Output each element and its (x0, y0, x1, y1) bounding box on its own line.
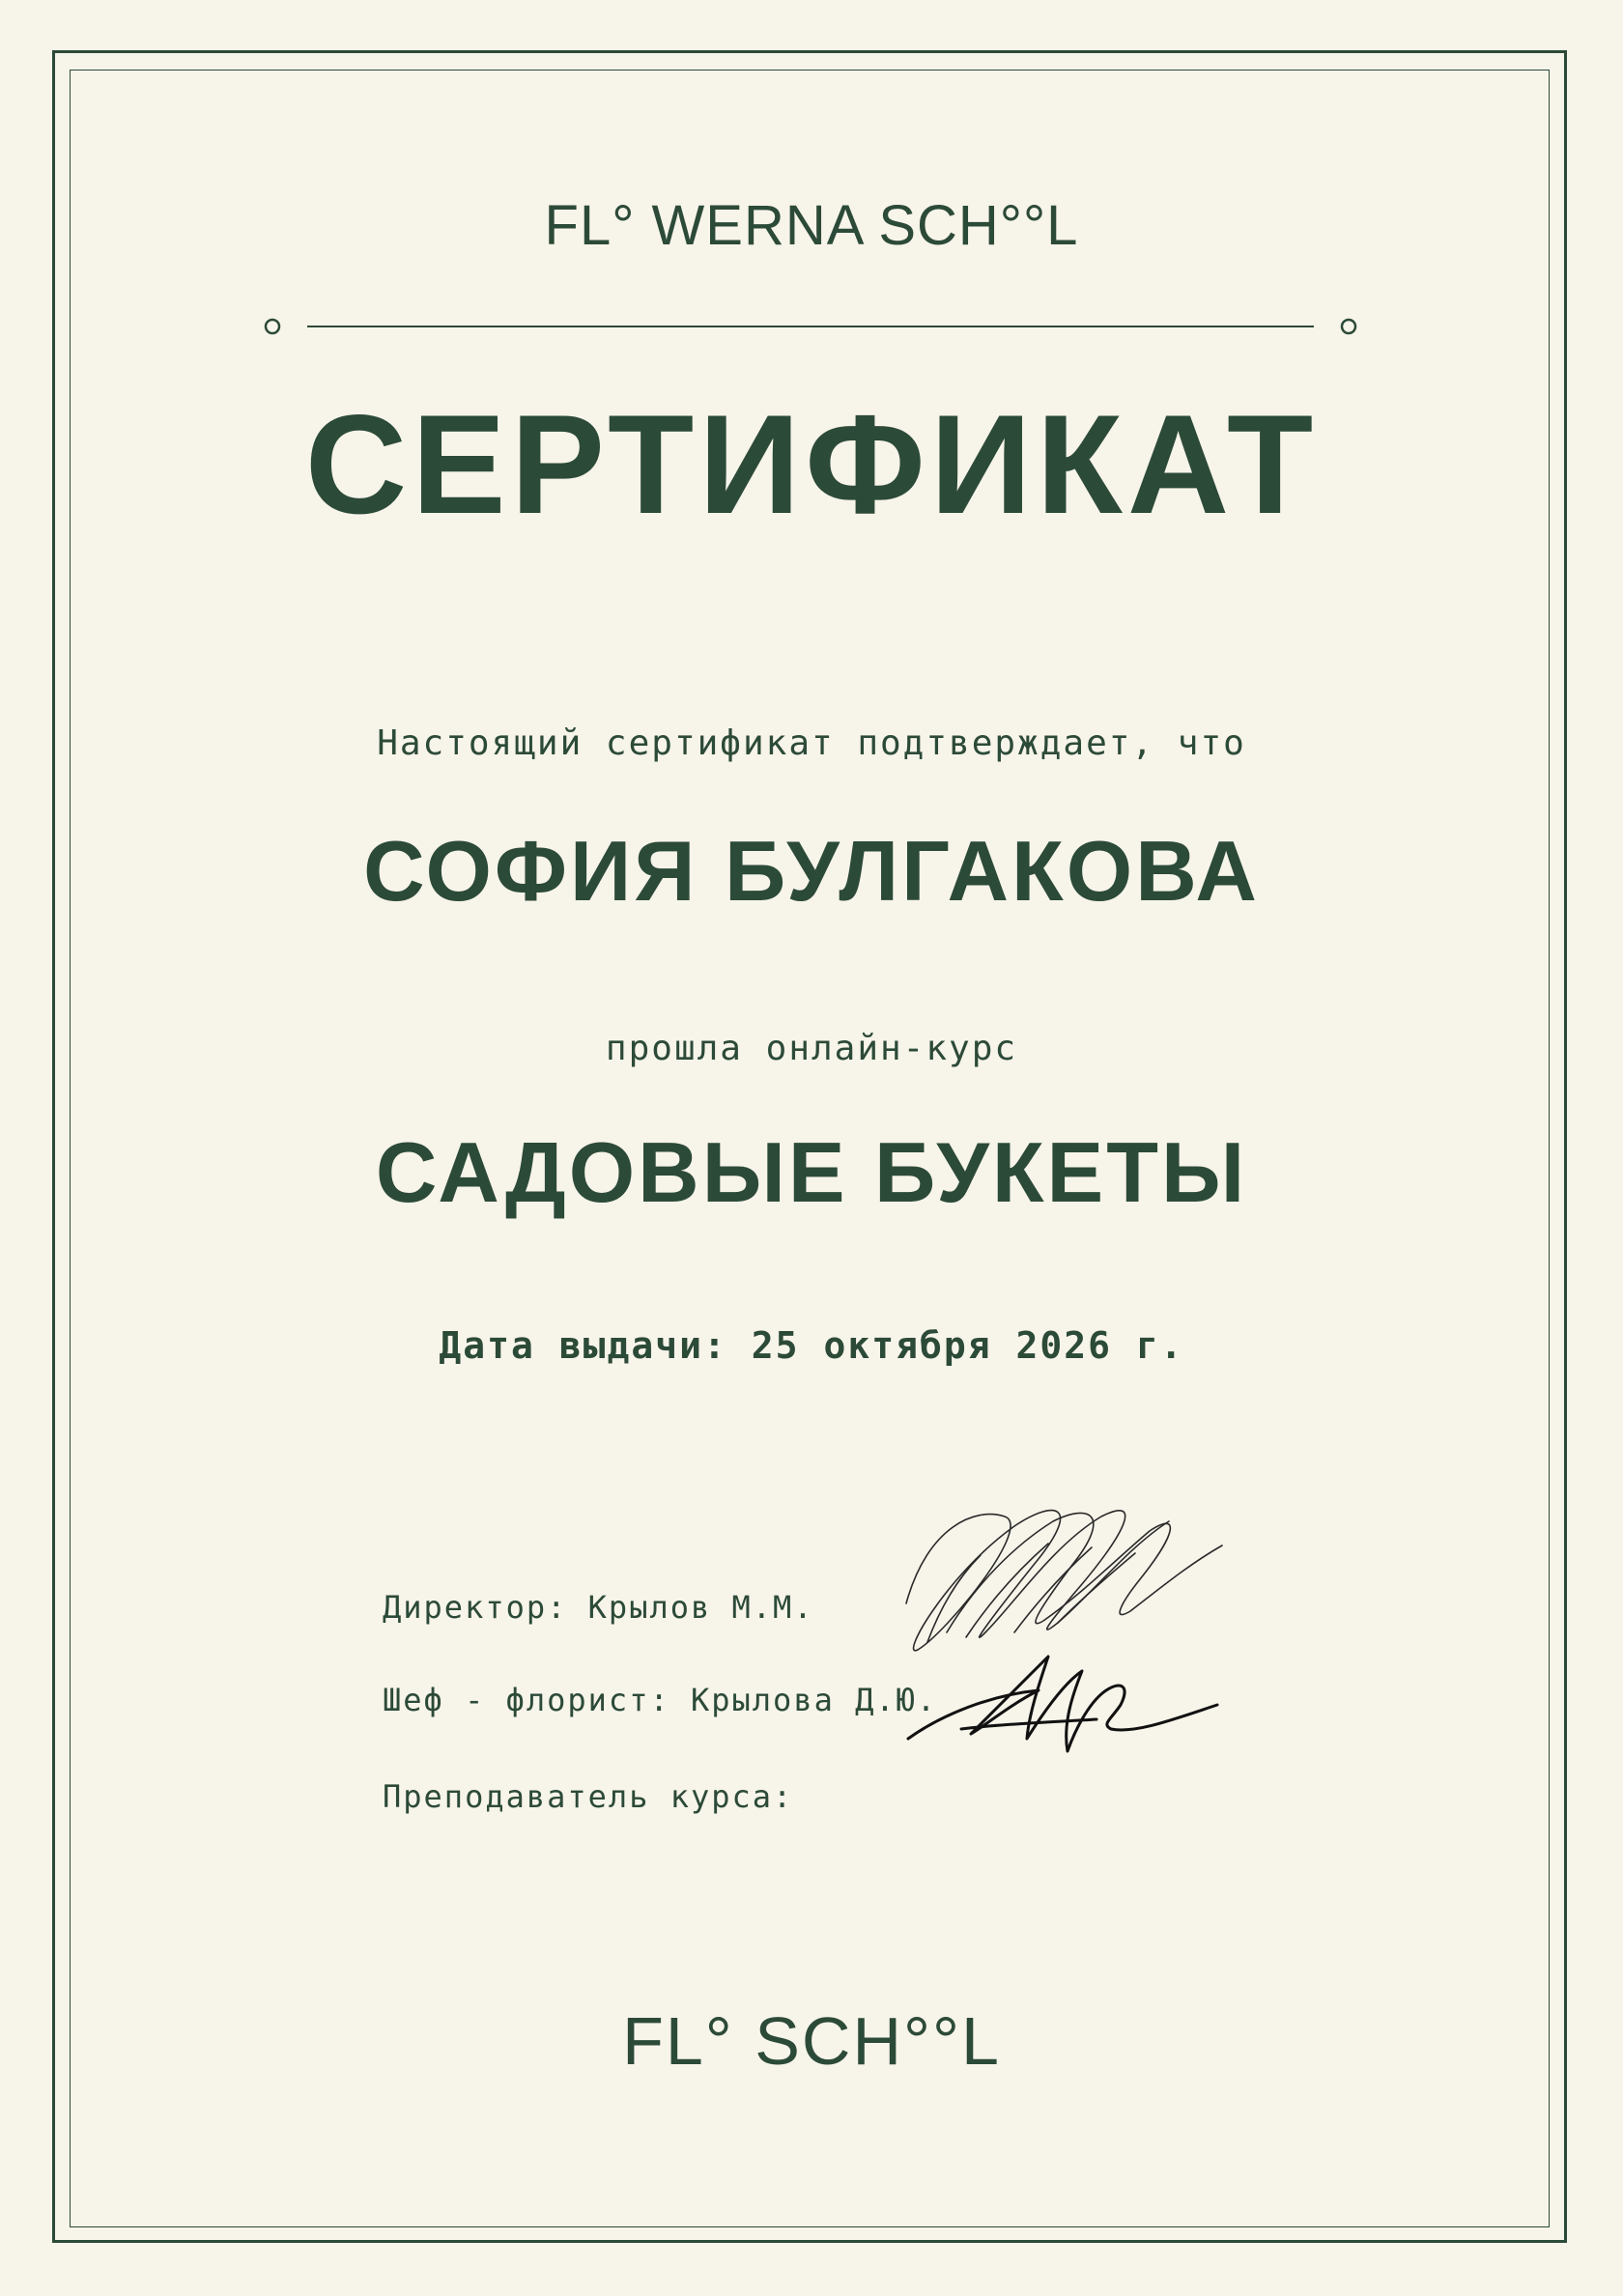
course-intro-text: прошла онлайн-курс (605, 1029, 1018, 1068)
chef-signature-image (903, 1637, 1222, 1768)
course-name: САДОВЫЕ БУКЕТЫ (375, 1124, 1248, 1220)
chef-florist-line: Шеф - флорист: Крылова Д.Ю. (383, 1682, 938, 1718)
ring-dot-icon (266, 320, 279, 333)
ornamental-divider (263, 315, 1358, 338)
issue-date: Дата выдачи: 25 октября 2026 г. (439, 1324, 1184, 1367)
certificate-title: СЕРТИФИКАТ (304, 385, 1319, 543)
director-line: Директор: Крылов М.М. (383, 1589, 814, 1626)
intro-text: Настоящий сертификат подтверждает, что (377, 723, 1246, 763)
school-logo-bottom: FL° SCH°°L (622, 2003, 1001, 2079)
director-signature-image (889, 1488, 1227, 1661)
teacher-line: Преподаватель курса: (383, 1778, 794, 1815)
recipient-name: СОФИЯ БУЛГАКОВА (363, 823, 1260, 919)
school-logo-top: FL° WERNA SCH°°L (544, 194, 1079, 257)
ring-dot-icon (1342, 320, 1355, 333)
